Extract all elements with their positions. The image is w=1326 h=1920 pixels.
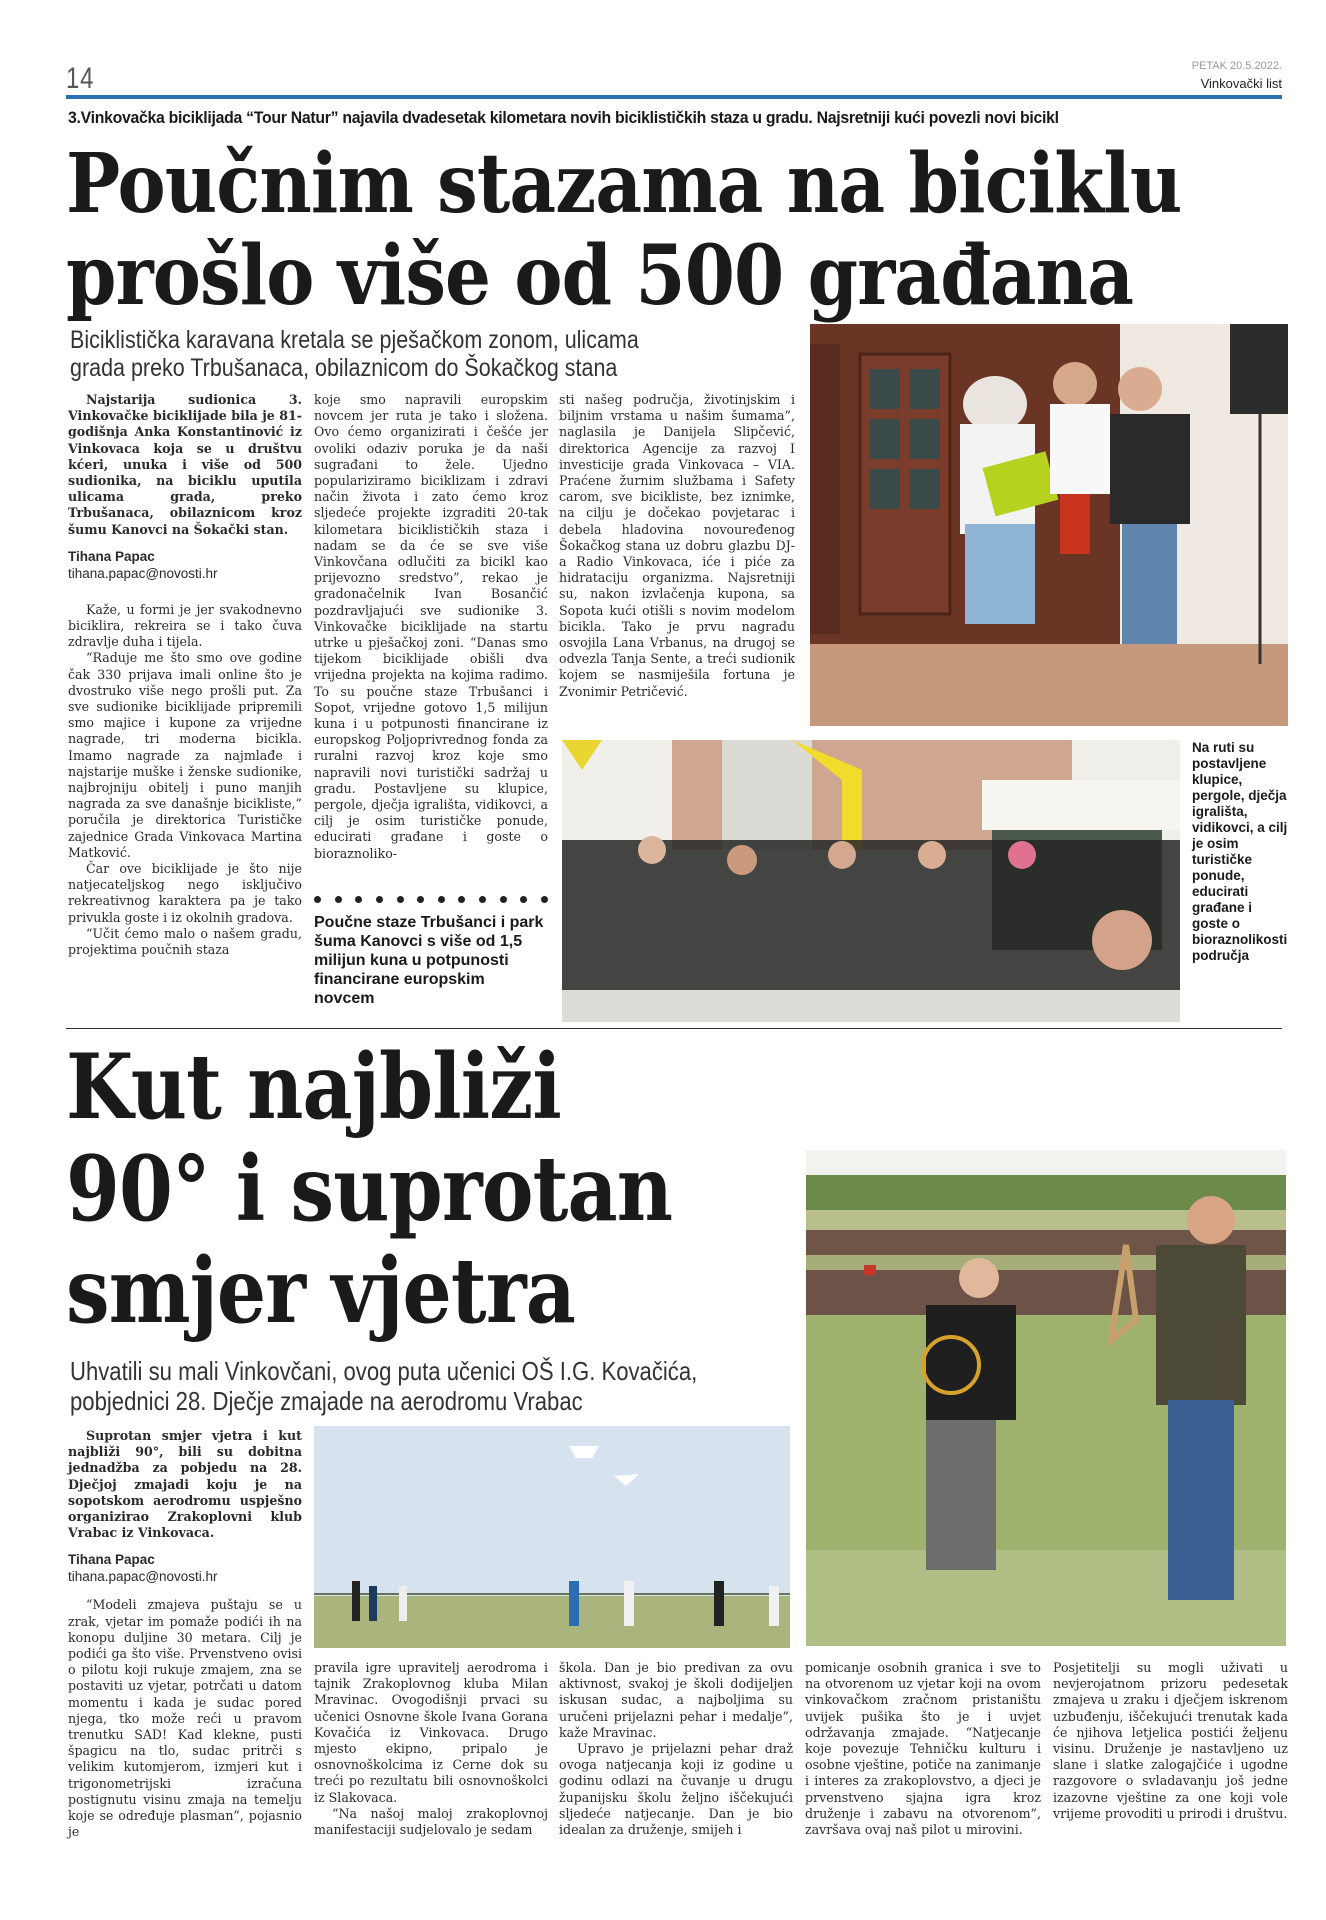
article1-column-2 xyxy=(314,392,548,862)
article2-deck-line1: Uhvatili su mali Vinkovčani, ovog puta učenici OŠ I.G. Kovačića, xyxy=(70,1356,698,1386)
article2-byline xyxy=(68,1551,302,1585)
article2-paragraph: Posjetitelji su mogli uživati u nevjerojatnom prizoru pedesetak zmajeva u zraku i dječjem iskrenom uzbuđenju, iščekujući trenutak kada će njihova letjelica postići željenu visinu. Druženje je nastavljeno uz slane i slatke zalogajčiće i ugodne razgovore o svladavanju još jedne izazovne vještine za one koji vole vrijeme provoditi u prirodi i društvu. xyxy=(1053,1660,1288,1821)
cyclists-photo-caption: Na ruti su postavljene klupice, pergole, dječja igrališta, vidikovci, a cilj je osim turističke ponude, educirati građane i goste o bioraznolikosti područja xyxy=(1192,740,1288,963)
article2-column-5 xyxy=(1053,1660,1288,1822)
article2-headline-line3: smjer vjetra xyxy=(66,1238,576,1344)
article1-byline xyxy=(68,548,302,582)
article1-headline-line2: prošlo više od 500 građana xyxy=(66,228,1134,324)
article2-headline-line2: 90° i suprotan xyxy=(66,1136,673,1242)
article2-paragraph: škola. Dan je bio predivan za ovu aktivnost, svakoj je školi dodijeljen iskusan sudac, a najboljima su uručeni prijelazni pehar i medalje”, kaže Mravinac. xyxy=(559,1660,793,1740)
article2-column-3 xyxy=(559,1660,793,1838)
article1-headline-line1: Poučnim stazama na biciklu xyxy=(66,136,1182,232)
article1-pullquote: Poučne staze Trbušanci i park šuma Kanovci s više od 1,5 milijun kuna u potpunosti financirane europskim novcem xyxy=(314,914,544,1007)
photo-kite-flyers xyxy=(806,1150,1286,1646)
photo-kites-airfield xyxy=(314,1426,790,1648)
article1-lead: Najstarija sudionica 3. Vinkovačke biciklijade bila je 81-godišnja Anka Konstantinović iz Vinkovaca koja se u društvu kćeri, unuka i više od 500 sudionika, na biciklu uputila ulicama grada, preko Trbušanaca, obilaznicom kroz šumu Kanovci na Šokački stan. xyxy=(68,392,302,537)
article1-paragraph: sti našeg područja, životinjskim i biljnim vrstama u našim šumama”, naglasila je Danijela Slipčević, direktorica Agencije za razvoj I investicije grada Vinkovaca – VIA. Praćene žurnim službama i Safety carom, sve bicikliste, bez iznimke, na cilju je dočekao povjetarac i debela hladovina novouređenog Šokačkog stana uz dobru glazbu DJ-a Radio Vinkovaca, iće i piće za hidrataciju organizma. Najsretniji su, nakon izvlačenja kupona, sa Sopota kući otišli s novim modelom bicikla. Tako je prvu nagradu osvojila Lana Vrbanus, na drugoj se odvezla Tanja Sente, a treći sudionik kojem se nasmiješila fortuna je Zvonimir Petričević. xyxy=(559,392,795,699)
article2-lead: Suprotan smjer vjetra i kut najbliži 90°, bili su dobitna jednadžba za pobjedu na 28. Dječjoj zmajadi koju je na sopotskom aerodromu uspješno organizirao Zrakoplovni klub Vrabac iz Vinkovaca. xyxy=(68,1428,302,1541)
article2-deck-line2: pobjednici 28. Dječje zmajade na aerodromu Vrabac xyxy=(70,1386,583,1416)
article1-paragraph: “Učit ćemo malo o našem gradu, projektima poučnih staza xyxy=(68,925,302,958)
article1-paragraph: Kaže, u formi je jer svakodnevno biciklira, rekreira se i tako čuva zdravlje duha i tijela. xyxy=(68,601,302,650)
article1-deck-line2: grada preko Trbušanaca, obilaznicom do Šokačkog stana xyxy=(70,354,618,382)
article2-headline xyxy=(66,1036,672,1342)
article2-column-2 xyxy=(314,1660,548,1838)
article2-paragraph: “Na našoj maloj zrakoplovnoj manifestaciji sudjelovalo je sedam xyxy=(314,1805,548,1838)
article1-paragraph: koje smo napravili europskim novcem jer ruta je tako i složena. Ovo ćemo organizirati i češće jer ovoliki odaziv poruka je da naši sugrađani to žele. Ujedno populariziramo biciklizam i zdravi način života i zato ćemo kroz sljedeće projekte izgraditi 20-tak kilometara biciklističkih staza i nadam se da će se sve više Vinkovčana odlučiti za bicikl kao prijevozno sredstvo”, rekao je gradonačelnik Ivan Bosančić pozdravljajući sve sudionike 3. Vinkovačke biciklijade na startu utrke u pješačkoj zoni. “Danas smo tijekom biciklijade obišli dva vrijedna projekta na kojima radimo. To su poučne staze Trbušanci i Sopot, vrijedne gotovo 1,5 milijun kuna i u potpunosti financirane iz europskog Poljoprivrednog fonda za ruralni razvoj kroz koje smo napravili novi turistički sadržaj u gradu. Postavljene su klupice, pergole, dječja igrališta, vidikovci, a cilj je osim turističke ponude, educirati građane i goste o bioraznoliko- xyxy=(314,392,548,861)
article1-paragraph: “Raduje me što smo ove godine čak 330 prijava imali online što je dvostruko više nego prošli put. Za sve sudionike biciklijade pripremili smo majice i kupone za vrijedne nagrade, tri moderna bicikla. Imamo nagrade za najmlađe i najstarije muške i ženske sudionike, najbrojniju obitelj i puno manjih nagrada za sve današnje bicikliste,” poručila je direktorica Turističke zajednice Grada Vinkovaca Martina Matković. xyxy=(68,650,302,860)
article1-column-3 xyxy=(559,392,795,700)
article1-author: Tihana Papac xyxy=(68,548,155,564)
article2-paragraph: “Modeli zmajeva puštaju se u zrak, vjetar im pomaže podići ih na konopu duljine 30 metara. Cilj je podići ga što više. Prvenstveno ovisi o pilotu koji rukuje zmajem, zna se postaviti uz vjetar, potrčati u datom momentu i kada je sudac pored njega, tko može reći u pravom trenutku SAD! Kad klekne, pusti špagicu na tlo, sudac pritrči s velikim kutomjerom, izmjeri kut i trigonometrijski izračuna postignutu visinu zmaja na temelju koje se određuje plasman”, pojasnio je xyxy=(68,1597,302,1840)
article2-headline-line1: Kut najbliži xyxy=(66,1034,561,1140)
article1-pullquote-box xyxy=(314,896,548,1008)
pullquote-dots-divider xyxy=(314,896,548,903)
article2-paragraph: Upravo je prijelazni pehar draž ovoga natjecanja koji iz godine u godinu odlazi na čuvanje u drugu županijsku školu željno iščekujući sljedeće natjecanje. Dan je bio idealan za druženje, smijeh i xyxy=(559,1741,793,1838)
newspaper-name: Vinkovački list xyxy=(1200,76,1282,91)
article1-author-email[interactable]: tihana.papac@novosti.hr xyxy=(68,565,218,581)
article1-deck-line1: Biciklistička karavana kretala se pješačkom zonom, ulicama xyxy=(70,326,639,354)
article1-column-1 xyxy=(68,392,302,958)
photo-award-ceremony xyxy=(810,324,1288,726)
article1-kicker: 3.Vinkovačka biciklijada “Tour Natur” najavila dvadesetak kilometara novih biciklističkih staza u gradu. Najsretniji kući povezli novi bicikl xyxy=(68,108,1059,127)
article2-paragraph: pravila igre upravitelj aerodroma i tajnik Zrakoplovnog kluba Milan Mravinac. Ovogodišnji prvaci su učenici Osnovne škole Ivana Gorana Kovačića iz Vinkovaca. Drugo mjesto ekipno, pripalo je osnovnoškolcima iz Cerne dok su treći po rezultatu bili osnovnoškolci iz Slakovaca. xyxy=(314,1660,548,1805)
article1-headline xyxy=(66,138,1181,322)
issue-date: PETAK 20.5.2022. xyxy=(1191,60,1282,72)
page-number: 14 xyxy=(66,62,95,95)
article2-column-4 xyxy=(805,1660,1041,1838)
header-rule xyxy=(66,95,1282,99)
photo-cyclists-crowd xyxy=(562,740,1180,1022)
article1-paragraph: Čar ove biciklijade je što nije natjecateljskog nego isključivo rekreativnog karaktera pa je tako privukla goste i iz okolnih gradova. xyxy=(68,861,302,925)
article2-author-email[interactable]: tihana.papac@novosti.hr xyxy=(68,1569,218,1585)
article2-column-1 xyxy=(68,1428,302,1840)
article1-deck xyxy=(70,326,639,382)
article-divider xyxy=(66,1028,1282,1029)
article2-author: Tihana Papac xyxy=(68,1552,155,1568)
article2-deck xyxy=(70,1356,697,1416)
article2-paragraph: pomicanje osobnih granica i sve to na otvorenom uz vjetar koji na ovom vinkovačkom zračnom pristaništu uvijek pušika što je i uvjet održavanja zmajade. “Natjecanje koje povezuje Tehničku kulturu i osobne vještine, potiče na zanimanje i interes za zrakoplovstvo, a djeci je prvenstveno sjajna igra kroz druženje i zabavu na otvorenom”, završava ovaj naš pilot u mirovini. xyxy=(805,1660,1041,1838)
